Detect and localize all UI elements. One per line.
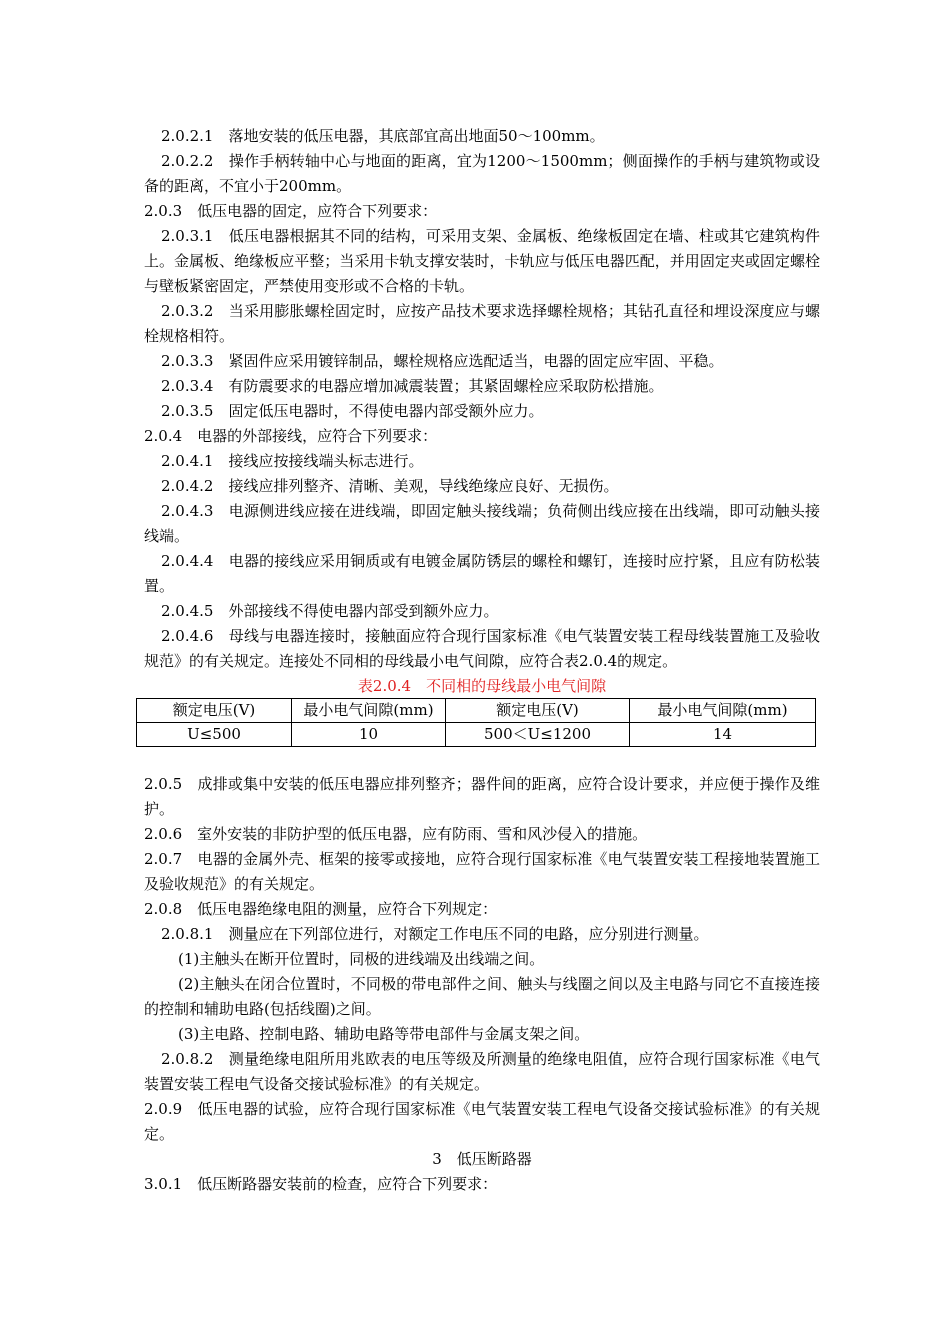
paragraph: 2.0.4.3 电源侧进线应接在进线端，即固定触头接线端；负荷侧出线应接在出线端，即可动触头接线端。 [144,502,820,545]
document-page [144,124,820,1197]
table-header-row [137,699,816,723]
paragraph-group-b [144,772,820,1147]
paragraph: 2.0.3.5 固定低压电器时，不得使电器内部受额外应力。 [161,402,544,420]
paragraph: 2.0.7 电器的金属外壳、框架的接零或接地，应符合现行国家标准《电气装置安装工程接地装置施工及验收规范》的有关规定。 [144,850,820,893]
header-cell: 最小电气间隙(mm) [630,699,816,723]
table-cell: 10 [292,723,446,747]
paragraph-group-a [144,124,820,674]
paragraph: 2.0.3 低压电器的固定，应符合下列要求： [144,202,438,220]
table-cell: 500＜U≤1200 [446,723,630,747]
table-row [137,723,816,747]
header-cell: 最小电气间隙(mm) [292,699,446,723]
section-heading: 3 低压断路器 [432,1150,532,1168]
paragraph: 2.0.3.3 紧固件应采用镀锌制品，螺栓规格应选配适当，电器的固定应牢固、平稳。 [161,352,724,370]
paragraph: (1)主触头在断开位置时，同极的进线端及出线端之间。 [178,950,545,968]
paragraph: 2.0.3.4 有防震要求的电器应增加减震装置；其紧固螺栓应采取防松措施。 [161,377,664,395]
table-cell: U≤500 [137,723,292,747]
paragraph: 2.0.6 室外安装的非防护型的低压电器，应有防雨、雪和风沙侵入的措施。 [144,825,648,843]
paragraph: 2.0.8 低压电器绝缘电阻的测量，应符合下列规定： [144,900,498,918]
paragraph: 2.0.4.5 外部接线不得使电器内部受到额外应力。 [161,602,499,620]
paragraph: 2.0.4.6 母线与电器连接时，接触面应符合现行国家标准《电气装置安装工程母线装置施工及验收规范》的有关规定。连接处不同相的母线最小电气间隙，应符合表2.0.4的规定。 [144,627,820,670]
clearance-table [136,698,816,747]
paragraph: 2.0.4 电器的外部接线，应符合下列要求： [144,427,438,445]
paragraph: 2.0.9 低压电器的试验，应符合现行国家标准《电气装置安装工程电气设备交接试验标准》的有关规定。 [144,1100,820,1143]
paragraph: 3.0.1 低压断路器安装前的检查，应符合下列要求： [144,1175,498,1193]
paragraph: (2)主触头在闭合位置时，不同极的带电部件之间、触头与线圈之间以及主电路与同它不直接连接的控制和辅助电路(包括线圈)之间。 [144,975,820,1018]
paragraph: 2.0.3.2 当采用膨胀螺栓固定时，应按产品技术要求选择螺栓规格；其钻孔直径和埋设深度应与螺栓规格相符。 [144,302,820,345]
paragraph: 2.0.4.2 接线应排列整齐、清晰、美观，导线绝缘应良好、无损伤。 [161,477,619,495]
header-cell: 额定电压(V) [446,699,630,723]
paragraph: 2.0.4.4 电器的接线应采用铜质或有电镀金属防锈层的螺栓和螺钉，连接时应拧紧，且应有防松装置。 [144,552,820,595]
paragraph: 2.0.4.1 接线应按接线端头标志进行。 [161,452,424,470]
paragraph: 2.0.3.1 低压电器根据其不同的结构，可采用支架、金属板、绝缘板固定在墙、柱或其它建筑构件上。金属板、绝缘板应平整；当采用卡轨支撑安装时，卡轨应与低压电器匹配，并用固定夹或固定螺栓与壁板紧密固定，严禁使用变形或不合格的卡轨。 [144,227,820,295]
paragraph: 2.0.8.1 测量应在下列部位进行，对额定工作电压不同的电路，应分别进行测量。 [161,925,709,943]
table-caption: 表2.0.4 不同相的母线最小电气间隙 [357,677,607,695]
paragraph: 2.0.8.2 测量绝缘电阻所用兆欧表的电压等级及所测量的绝缘电阻值，应符合现行国家标准《电气装置安装工程电气设备交接试验标准》的有关规定。 [144,1050,820,1093]
paragraph: 2.0.5 成排或集中安装的低压电器应排列整齐；器件间的距离，应符合设计要求，并应便于操作及维护。 [144,775,820,818]
paragraph: 2.0.2.1 落地安装的低压电器，其底部宜高出地面50～100mm。 [161,127,605,145]
header-cell: 额定电压(V) [137,699,292,723]
paragraph: (3)主电路、控制电路、辅助电路等带电部件与金属支架之间。 [178,1025,590,1043]
paragraph: 2.0.2.2 操作手柄转轴中心与地面的距离，宜为1200～1500mm；侧面操作的手柄与建筑物或设备的距离，不宜小于200mm。 [144,152,820,195]
table-cell: 14 [630,723,816,747]
